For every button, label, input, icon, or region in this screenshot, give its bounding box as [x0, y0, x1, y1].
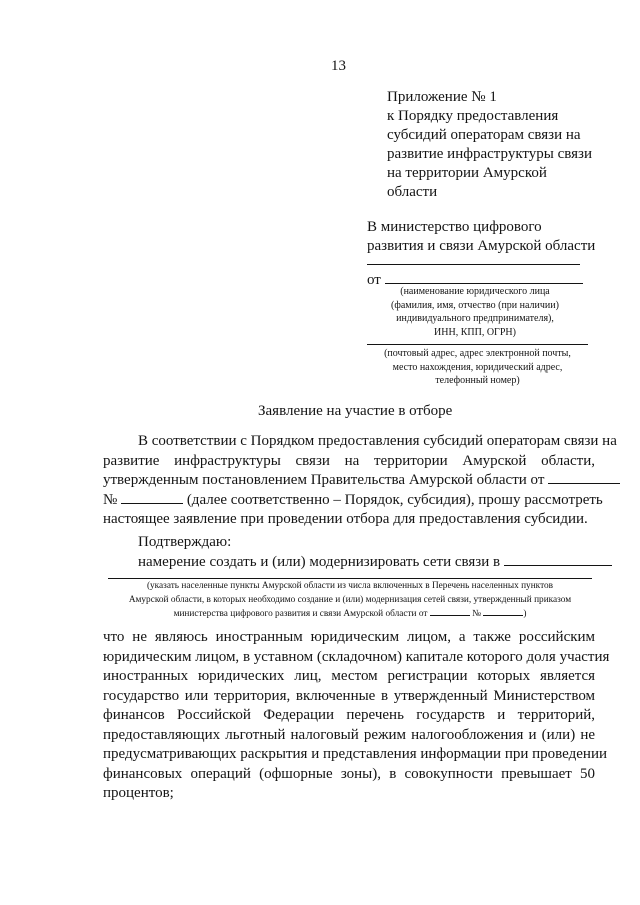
word: юридических	[197, 668, 285, 684]
page-number: 13	[331, 58, 346, 74]
address-hint	[367, 347, 588, 388]
settlements-hint	[96, 580, 604, 622]
word: российским	[518, 629, 596, 645]
word: лицом,	[406, 629, 451, 645]
word: Российской	[177, 707, 251, 723]
paragraph-line	[103, 706, 595, 726]
number-sign: №	[472, 609, 481, 619]
settlements-hint-line	[96, 607, 604, 622]
paragraph-line	[103, 452, 595, 472]
number-blank	[121, 491, 183, 504]
word: области,	[541, 452, 596, 469]
appendix-line: к Порядку предоставления	[387, 108, 559, 124]
word: не	[132, 629, 147, 645]
word: налогообложения	[411, 726, 524, 743]
word: льготный	[225, 726, 286, 743]
word: участия	[559, 648, 610, 665]
word: а	[458, 629, 466, 645]
word: информации	[420, 746, 502, 762]
confirm-block	[103, 533, 595, 572]
word: (складочном)	[316, 648, 403, 665]
word: инфраструктуры	[174, 452, 281, 469]
word: Федерации	[263, 707, 335, 723]
address-hint-line: телефонный номер)	[435, 375, 520, 386]
word: является	[539, 668, 596, 684]
order-number-blank	[483, 607, 523, 616]
word: налоговый	[290, 726, 359, 743]
text: В соответствии с Порядком предоставления субсидий операторам связи на	[138, 433, 617, 449]
word: лицом,	[195, 648, 240, 665]
applicant-hint	[367, 285, 583, 339]
word: предоставляющих	[103, 726, 221, 743]
address-hint-line: место нахождения, юридический адрес,	[392, 361, 563, 373]
applicant-hint-line: ИНН, КПП, ОГРН)	[434, 326, 516, 338]
order-date-blank	[430, 607, 470, 616]
word: юридическим	[310, 629, 400, 645]
word: на	[344, 452, 360, 469]
word: территории	[374, 452, 448, 469]
word: операций	[190, 765, 251, 782]
from-label: от	[367, 272, 381, 288]
appendix-line: на территории Амурской	[387, 165, 547, 181]
word: (офшорные	[259, 765, 333, 782]
confirm-label: Подтверждаю:	[138, 534, 232, 550]
paragraph-line	[103, 491, 603, 511]
word: включенные	[295, 687, 376, 704]
intro-paragraph	[103, 432, 617, 530]
word: финансовых	[103, 765, 183, 782]
word: юридическим	[103, 648, 192, 665]
word: лиц,	[294, 668, 322, 684]
paragraph-line	[103, 745, 607, 765]
word: представления	[322, 746, 417, 762]
word: финансов	[103, 707, 165, 723]
settlements-hint-line: (указать населенные пункты Амурской области из числа включенных в Перечень населенных пунктов	[146, 581, 554, 591]
word: иностранным	[215, 629, 303, 645]
paragraph-line: процентов;	[103, 785, 174, 801]
confirm-intent	[103, 553, 595, 573]
word: при	[504, 746, 529, 762]
settlements-line	[108, 578, 592, 579]
word: и	[311, 746, 320, 762]
appendix-line: развитие инфраструктуры связи	[387, 146, 592, 162]
word: проведении	[532, 746, 607, 762]
word: которых	[477, 668, 531, 684]
text: )	[523, 609, 527, 619]
paragraph-line	[103, 765, 595, 785]
paragraph-line	[103, 726, 595, 746]
word: местом	[331, 668, 378, 684]
word: Министерством	[493, 687, 596, 704]
word: и	[497, 707, 506, 723]
word: государств	[416, 707, 485, 723]
addressee-line: развития и связи Амурской области	[367, 238, 596, 254]
word: (или)	[541, 726, 576, 743]
word: развитие	[103, 452, 160, 469]
word: утвержденный	[393, 687, 488, 704]
word: Амурской	[462, 452, 527, 469]
word: превышает	[501, 765, 572, 782]
appendix-line: области	[387, 184, 438, 200]
text: утвержденным постановлением Правительства Амурской области от	[103, 472, 545, 488]
word: и	[528, 726, 537, 743]
appendix-block	[387, 88, 592, 202]
appendix-line: субсидий операторам связи на	[387, 127, 581, 143]
word: совокупности	[404, 765, 493, 782]
paragraph-line: настоящее заявление при проведении отбора для предоставления субсидии.	[103, 511, 588, 527]
word: уставном	[253, 648, 314, 665]
paragraph-line	[103, 628, 595, 648]
word: в	[380, 687, 389, 704]
word: или	[184, 687, 209, 704]
word: которого	[466, 648, 523, 665]
word: территорий,	[517, 707, 596, 723]
settlements-blank	[504, 553, 612, 566]
text: (далее соответственно – Порядок, субсидия), прошу рассмотреть	[186, 491, 603, 508]
addressee-line: В министерство цифрового	[367, 219, 542, 235]
text: намерение создать и (или) модернизировать сети связи в	[138, 553, 501, 570]
word: не	[580, 726, 596, 743]
word: государство	[103, 687, 180, 704]
word: 50	[580, 765, 596, 782]
number-sign: №	[103, 491, 118, 508]
settlements-hint-line: Амурской области, в которых необходимо создание и (или) модернизация сетей связи, утвержденный приказом	[128, 594, 572, 605]
word: перечень	[346, 707, 404, 723]
word: предусматривающих	[103, 746, 237, 762]
word: в	[389, 765, 397, 782]
word: являюсь	[154, 629, 208, 645]
word: что	[103, 629, 125, 645]
paragraph-line	[103, 687, 595, 707]
paragraph-line	[103, 667, 595, 687]
appendix-line: Приложение № 1	[387, 89, 497, 105]
application-title: Заявление на участие в отборе	[258, 403, 453, 419]
applicant-hint-line: (фамилия, имя, отчество (при наличии)	[391, 299, 559, 311]
word: раскрытия	[240, 746, 308, 762]
word: капитале	[405, 648, 464, 665]
offshore-paragraph	[103, 628, 610, 804]
applicant-hint-line: индивидуального предпринимателя),	[396, 313, 554, 324]
address-line	[367, 344, 588, 345]
word: доля	[526, 648, 556, 665]
word: территория,	[213, 687, 291, 704]
word: зоны),	[340, 765, 382, 782]
applicant-name-line	[385, 283, 583, 284]
word: иностранных	[103, 668, 189, 684]
paragraph-line	[103, 471, 595, 491]
paragraph-line	[103, 432, 617, 452]
date-blank	[548, 471, 620, 484]
addressee-block	[367, 218, 595, 256]
word: регистрации	[387, 668, 468, 684]
word: режим	[363, 726, 406, 743]
word: связи	[295, 452, 330, 469]
address-hint-line: (почтовый адрес, адрес электронной почты,	[384, 348, 571, 359]
addressee-blank-line	[367, 264, 580, 265]
applicant-hint-line: (наименование юридического лица	[400, 286, 550, 297]
word: также	[473, 629, 511, 645]
word: в	[242, 648, 251, 665]
text: министерства цифрового развития и связи Амурской области от	[173, 609, 428, 619]
paragraph-line	[103, 648, 610, 668]
